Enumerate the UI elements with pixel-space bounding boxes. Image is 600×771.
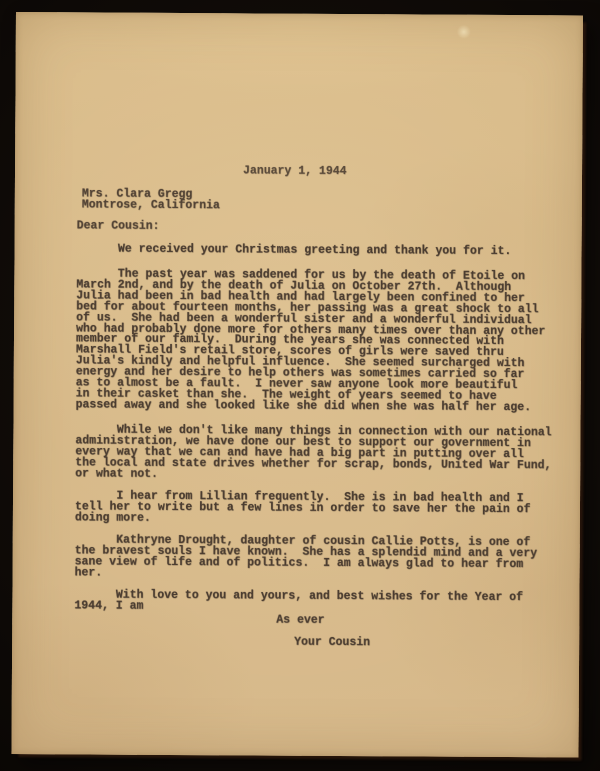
recipient-location: Montrose, California	[81, 198, 220, 213]
signature-line: Your Cousin	[294, 635, 371, 650]
letter-date: January 1, 1944	[242, 164, 347, 179]
valediction: As ever	[276, 613, 325, 627]
salutation: Dear Cousin:	[76, 219, 160, 233]
letter-page	[11, 12, 583, 757]
recipient-name: Mrs. Clara Gregg	[81, 187, 193, 202]
letter-paragraph: The past year was saddened for us by the death of Etoile on March 2nd, and by the death of Julia on October 27th. Although Julia had been in bad health and had largely been confined to her bed for about fourteen months, her passing was a great shock to all of us. She had been a wonderful sister and a wonderful individual who had probably done more for others many times over than any other member of our family. During the years she was connected with Marshall Field's retail store, scores of girls were saved thru Julia's kindly and helpful influence. She seemed surcharged with energy and her desire to help others was sometimes carried so far as to almost be a fault. I never saw anyone look more beautiful in their casket than she. The weight of years seemed to have passed away and she looked like she did when she was half her age.	[75, 267, 546, 415]
letter-paragraph: While we don't like many things in connection with our national administration, we have done our best to support our government in every way that we can and have had a big part in putting over all the local and state drives whether for scrap, bonds, United War Fund, or what not.	[75, 423, 552, 481]
letter-paragraph: I hear from Lillian frequently. She is in bad health and I tell her to write but a few lines in order to save her the pain of doing more.	[74, 489, 531, 525]
letter-paragraph: With love to you and yours, and best wishes for the Year of 1944, I am	[74, 588, 524, 613]
letter-paragraph: We received your Christmas greeting and thank you for it.	[76, 242, 512, 259]
letter-paragraph: Kathryne Drought, daughter of cousin Callie Potts, is one of the bravest souls I have known. She has a splendid mind and a very sane view of life and of politics. I am always glad to hear from her.	[74, 533, 538, 580]
recipient-address	[82, 189, 220, 212]
